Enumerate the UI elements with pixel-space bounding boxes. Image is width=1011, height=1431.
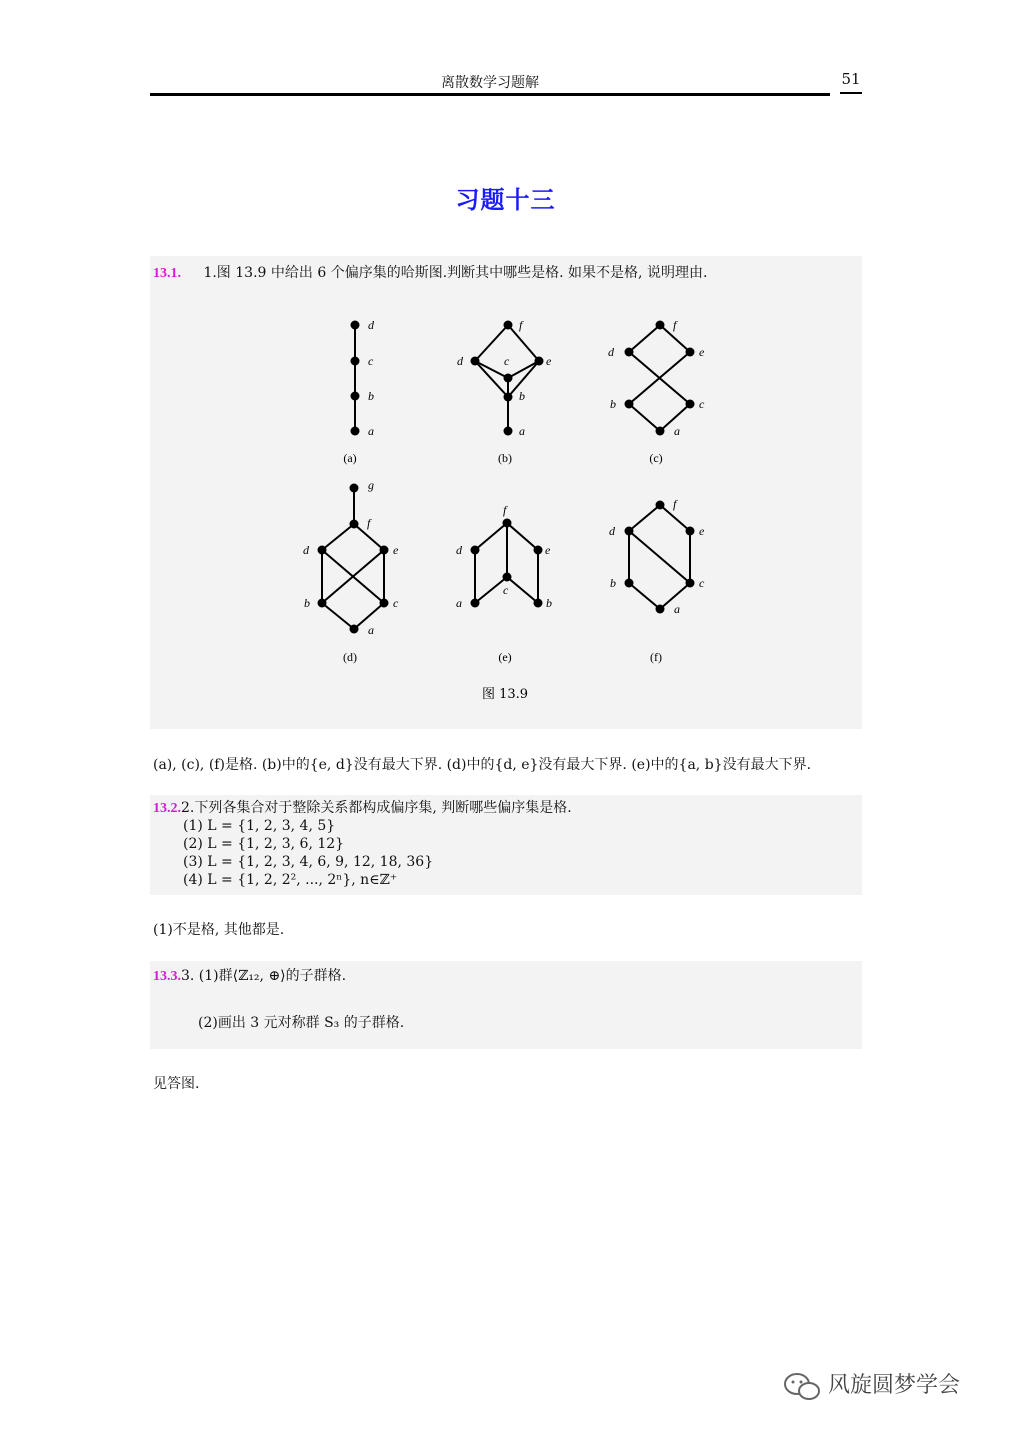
vertex-label: a <box>368 424 374 438</box>
problem-13-2 <box>153 797 572 817</box>
vertex-label: f <box>367 516 371 530</box>
vertex-label: b <box>546 596 552 610</box>
page-number: 51 <box>841 70 861 88</box>
vertex-label: f <box>673 497 677 511</box>
problem-text: 1.图 13.9 中给出 6 个偏序集的哈斯图.判断其中哪些是格. 如果不是格, 说明理由. <box>203 265 708 281</box>
vertex-label: c <box>503 583 509 597</box>
vertex-label: c <box>699 397 705 411</box>
vertex-label: b <box>368 389 374 403</box>
subfigure-caption: (a) <box>343 451 357 465</box>
vertex-label: a <box>674 602 680 616</box>
vertex-label: c <box>393 596 399 610</box>
vertex-label: f <box>503 503 507 517</box>
problem-text: 2.下列各集合对于整除关系都构成偏序集, 判断哪些偏序集是格. <box>181 800 572 816</box>
vertex-label: d <box>303 543 309 557</box>
list-item: (3) L = {1, 2, 3, 4, 6, 9, 12, 18, 36} <box>183 854 434 870</box>
problem-13-1 <box>153 262 707 282</box>
problem-number: 13.3. <box>153 969 181 984</box>
vertex-label: f <box>673 318 677 332</box>
answer-13-2: (1)不是格, 其他都是. <box>153 922 285 938</box>
vertex-label: b <box>519 389 525 403</box>
vertex-label: e <box>545 543 551 557</box>
page-number-rule <box>840 92 862 94</box>
vertex-label: e <box>699 524 705 538</box>
vertex-label: a <box>674 424 680 438</box>
vertex-label: b <box>610 576 616 590</box>
problem-13-3-part-2: (2)画出 3 元对称群 S₃ 的子群格. <box>198 1015 405 1031</box>
subfigure-caption: (b) <box>498 451 512 465</box>
vertex-label: e <box>546 354 552 368</box>
vertex-label: c <box>699 576 705 590</box>
vertex-label: d <box>457 354 463 368</box>
running-header-title: 离散数学习题解 <box>441 75 539 91</box>
chapter-title: 习题十三 <box>455 186 556 214</box>
vertex-label: a <box>519 424 525 438</box>
vertex-label: f <box>519 318 523 332</box>
answer-13-3: 见答图. <box>153 1076 200 1092</box>
figure-caption: 图 13.9 <box>481 687 529 702</box>
vertex-label: a <box>456 596 462 610</box>
answer-13-1: (a), (c), (f)是格. (b)中的{e, d}没有最大下界. (d)中的{d, e}没有最大下界. (e)中的{a, b}没有最大下界. <box>153 757 812 773</box>
problem-13-2-items <box>183 817 433 889</box>
hasse-diagrams-figure <box>150 300 862 720</box>
vertex-label: d <box>608 345 614 359</box>
problem-number: 13.2. <box>153 801 181 816</box>
subfigure-caption: (c) <box>649 451 663 465</box>
subfigure-caption: (f) <box>650 650 662 664</box>
list-item: (2) L = {1, 2, 3, 6, 12} <box>183 836 345 852</box>
list-item: (4) L = {1, 2, 2², ..., 2ⁿ}, n∈ℤ⁺ <box>183 872 398 888</box>
vertex-label: g <box>368 478 374 492</box>
watermark-text: 风旋圆梦学会 <box>828 1373 961 1398</box>
problem-13-3 <box>153 965 346 985</box>
subfigure-caption: (d) <box>343 650 357 664</box>
list-item: (1) L = {1, 2, 3, 4, 5} <box>183 818 336 834</box>
wechat-logo-icon <box>783 1371 823 1403</box>
vertex-label: b <box>610 397 616 411</box>
vertex-label: c <box>504 354 510 368</box>
vertex-label: e <box>699 345 705 359</box>
problem-text: 3. (1)群⟨ℤ₁₂, ⊕⟩的子群格. <box>181 968 347 984</box>
vertex-label: b <box>304 596 310 610</box>
vertex-label: c <box>368 354 374 368</box>
vertex-label: d <box>609 524 615 538</box>
vertex-label: d <box>368 318 374 332</box>
vertex-label: e <box>393 543 399 557</box>
subfigure-caption: (e) <box>498 650 512 664</box>
problem-number: 13.1. <box>153 266 181 281</box>
header-rule <box>150 93 830 96</box>
vertex-label: d <box>456 543 462 557</box>
vertex-label: a <box>368 623 374 637</box>
